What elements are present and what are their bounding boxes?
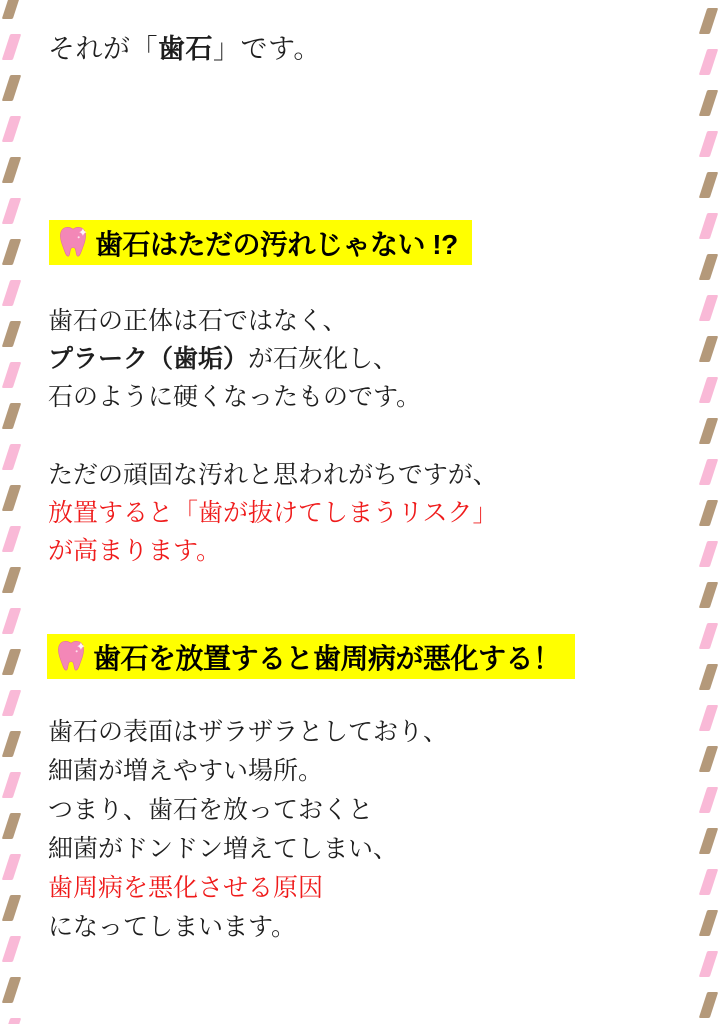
alert-line: 歯周病を悪化させる原因 <box>48 874 324 902</box>
border-dash <box>2 526 21 552</box>
border-dash <box>2 403 21 429</box>
border-dash <box>699 459 718 485</box>
alert-line: が高まります。 <box>48 537 222 565</box>
left-decorative-border <box>0 0 24 1024</box>
border-dash <box>699 418 718 444</box>
border-dash <box>2 854 21 880</box>
border-dash <box>699 910 718 936</box>
border-dash <box>2 239 21 265</box>
border-dash <box>2 34 21 60</box>
border-dash <box>699 664 718 690</box>
border-dash <box>699 541 718 567</box>
border-dash <box>699 377 718 403</box>
border-dash <box>699 213 718 239</box>
border-dash <box>2 772 21 798</box>
border-dash <box>699 254 718 280</box>
border-dash <box>699 172 718 198</box>
border-dash <box>699 746 718 772</box>
body-line <box>48 340 421 378</box>
border-dash <box>2 198 21 224</box>
tooth-icon <box>54 638 88 675</box>
section2-heading-text: 歯石を放置すると歯周病が悪化する！ <box>93 642 561 674</box>
border-dash <box>2 690 21 716</box>
border-dash <box>2 813 21 839</box>
body-line: ただの頑固な汚れと思われがちですが、 <box>48 461 498 489</box>
body-line: つまり、歯石を放っておくと <box>48 796 374 824</box>
border-dash <box>699 623 718 649</box>
section2-paragraph-1 <box>48 713 448 947</box>
section1-paragraph-2 <box>48 456 498 570</box>
section1-heading-text: 歯石はただの汚れじゃない !? <box>95 228 458 260</box>
intro-line <box>48 31 321 67</box>
border-dash <box>699 705 718 731</box>
border-dash <box>699 295 718 321</box>
border-dash <box>699 787 718 813</box>
body-line: 細菌がドンドン増えてしまい、 <box>48 835 399 863</box>
border-dash <box>2 1018 21 1024</box>
intro-text-post: 」です。 <box>213 34 321 64</box>
alert-line: 放置すると「歯が抜けてしまうリスク」 <box>48 499 498 527</box>
body-line: 細菌が増えやすい場所。 <box>48 757 324 785</box>
border-dash <box>2 895 21 921</box>
border-dash <box>2 444 21 470</box>
border-dash <box>699 992 718 1018</box>
border-dash <box>2 0 21 19</box>
section1-heading <box>49 220 472 265</box>
border-dash <box>699 90 718 116</box>
border-dash <box>2 75 21 101</box>
border-dash <box>2 649 21 675</box>
border-dash <box>2 608 21 634</box>
border-dash <box>2 731 21 757</box>
border-dash <box>2 567 21 593</box>
border-dash <box>699 582 718 608</box>
border-dash <box>2 936 21 962</box>
section2-heading <box>47 634 575 679</box>
intro-keyword: 歯石 <box>158 34 213 64</box>
intro-text-pre: それが「 <box>48 34 158 64</box>
border-dash <box>2 362 21 388</box>
border-dash <box>2 977 21 1003</box>
border-dash <box>2 280 21 306</box>
right-decorative-border <box>701 0 725 1024</box>
body-line: 歯石の表面はザラザラとしており、 <box>48 718 449 746</box>
border-dash <box>699 500 718 526</box>
border-dash <box>2 485 21 511</box>
border-dash <box>699 49 718 75</box>
body-text: が石灰化し、 <box>248 345 399 373</box>
border-dash <box>2 321 21 347</box>
border-dash <box>2 116 21 142</box>
border-dash <box>699 869 718 895</box>
body-line: になってしまいます。 <box>48 913 297 941</box>
border-dash <box>699 8 718 34</box>
body-line: 歯石の正体は石ではなく、 <box>48 307 348 335</box>
body-line: 石のように硬くなったものです。 <box>48 383 422 411</box>
section1-paragraph-1 <box>48 302 421 416</box>
border-dash <box>699 131 718 157</box>
body-keyword: プラーク（歯垢） <box>48 345 249 373</box>
border-dash <box>699 336 718 362</box>
tooth-icon <box>56 224 90 261</box>
border-dash <box>699 951 718 977</box>
border-dash <box>2 157 21 183</box>
border-dash <box>699 828 718 854</box>
